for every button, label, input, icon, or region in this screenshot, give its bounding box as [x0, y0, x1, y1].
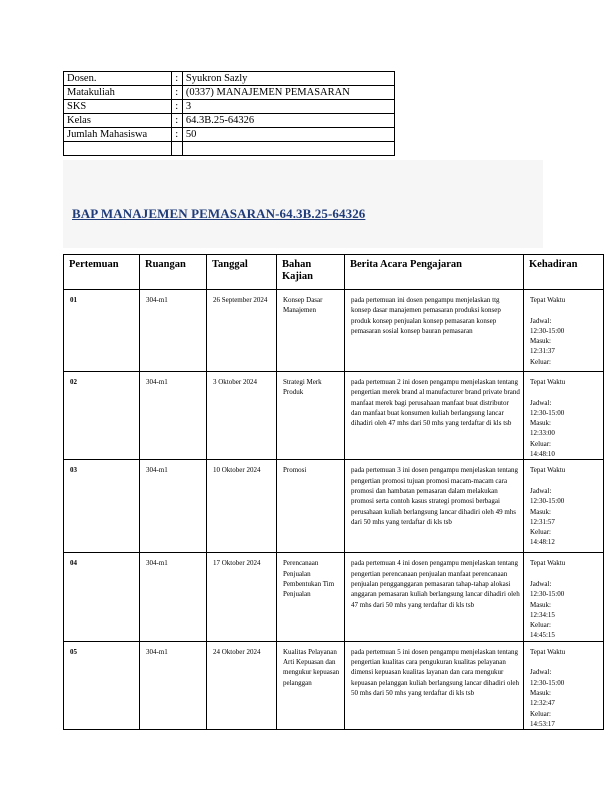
bahan-kajian-cell: Promosi: [277, 460, 345, 553]
masuk-label: Masuk:: [530, 600, 551, 609]
masuk-time: 12:34:15: [530, 610, 555, 619]
kehadiran-cell: [524, 372, 604, 460]
keluar-label: Keluar:: [530, 709, 551, 718]
masuk-time: 12:32:47: [530, 699, 555, 708]
bap-header-row: [64, 255, 604, 290]
masuk-time-line: [530, 517, 600, 527]
header-ruangan: Ruangan: [140, 255, 207, 290]
keluar-time: 14:48:12: [530, 538, 555, 547]
title-band: [63, 160, 543, 248]
jadwal-time-line: [530, 678, 600, 688]
pertemuan-number: 02: [64, 372, 140, 460]
jadwal-label: Jadwal:: [530, 668, 552, 677]
masuk-label-line: [530, 418, 600, 428]
info-value: 64.3B.25-64326: [182, 114, 394, 128]
jadwal-time-line: [530, 496, 600, 506]
info-label: Dosen.: [64, 72, 172, 86]
header-tanggal: Tanggal: [207, 255, 277, 290]
pertemuan-number: 01: [64, 290, 140, 372]
keluar-time-line: [530, 537, 600, 547]
bap-table: [63, 254, 604, 730]
table-row: [64, 460, 604, 553]
header-kehadiran: Kehadiran: [524, 255, 604, 290]
jadwal-label-line: [530, 579, 600, 589]
info-label: SKS: [64, 100, 172, 114]
berita-acara-cell: pada pertemuan 3 ini dosen pengampu menjelaskan tentang pengertian promosi tujuan promosi macam-macam cara promosi dan hambatan pemasaran dalam melakukan promosi serta contoh kasus strategi promosi berbagai perusahaan kuliah berlangsung lancar dihadiri oleh 49 mhs dari 50 mhs yang terdaftar di kls tsb: [345, 460, 524, 553]
keluar-label-line: [530, 357, 600, 367]
tanggal-cell: 10 Oktober 2024: [207, 460, 277, 553]
keluar-time: 14:45:15: [530, 631, 555, 640]
ruangan-cell: 304-m1: [140, 460, 207, 553]
header-pertemuan: Pertemuan: [64, 255, 140, 290]
info-row: [64, 128, 395, 142]
jadwal-time: 12:30-15:00: [530, 678, 565, 687]
keluar-time: 14:53:17: [530, 719, 555, 728]
keluar-label-line: [530, 709, 600, 719]
jadwal-label: Jadwal:: [530, 398, 552, 407]
masuk-label-line: [530, 507, 600, 517]
info-separator: :: [171, 86, 182, 100]
ruangan-cell: 304-m1: [140, 372, 207, 460]
kehadiran-cell: [524, 460, 604, 553]
masuk-label-line: [530, 600, 600, 610]
tanggal-cell: 3 Oktober 2024: [207, 372, 277, 460]
jadwal-time: 12:30-15:00: [530, 326, 565, 335]
jadwal-label-line: [530, 398, 600, 408]
bahan-kajian-cell: Perencanaan Penjualan Pembentukan Tim Penjualan: [277, 553, 345, 641]
spacer: [530, 569, 600, 579]
keluar-time-line: [530, 719, 600, 729]
bahan-kajian-cell: Kualitas Pelayanan Arti Kepuasan dan mengukur kepuasan pelanggan: [277, 641, 345, 729]
jadwal-time: 12:30-15:00: [530, 590, 565, 599]
info-row: [64, 114, 395, 128]
attendance-status: Tepat Waktu: [530, 647, 566, 656]
status-line: [530, 647, 600, 657]
table-row: [64, 641, 604, 729]
info-row: [64, 86, 395, 100]
jadwal-time-line: [530, 589, 600, 599]
info-label: Jumlah Mahasiswa: [64, 128, 172, 142]
status-line: [530, 295, 600, 305]
keluar-label-line: [530, 527, 600, 537]
keluar-time-line: [530, 449, 600, 459]
masuk-label-line: [530, 336, 600, 346]
header-bahan-kajian: Bahan Kajian: [277, 255, 345, 290]
info-value: 3: [182, 100, 394, 114]
berita-acara-cell: pada pertemuan 5 ini dosen pengampu menjelaskan tentang pengertian kualitas cara pengukuran kualitas pelayanan dimensi kepuasan kualitas layanan dan cara mengukur kepuasan pelanggan kuliah berlangsung lancar dihadiri oleh 50 mhs dari 50 mhs yang terdaftar di kls tsb: [345, 641, 524, 729]
masuk-time-line: [530, 610, 600, 620]
masuk-time-line: [530, 698, 600, 708]
tanggal-cell: 26 September 2024: [207, 290, 277, 372]
info-row: [64, 72, 395, 86]
jadwal-time-line: [530, 408, 600, 418]
info-row: [64, 100, 395, 114]
masuk-label: Masuk:: [530, 337, 551, 346]
masuk-time-line: [530, 428, 600, 438]
table-row: [64, 372, 604, 460]
ruangan-cell: 304-m1: [140, 641, 207, 729]
bahan-kajian-cell: Strategi Merk Produk: [277, 372, 345, 460]
kehadiran-cell: [524, 553, 604, 641]
spacer: [530, 387, 600, 397]
keluar-time-line: [530, 630, 600, 640]
tanggal-cell: 17 Oktober 2024: [207, 553, 277, 641]
keluar-label: Keluar:: [530, 357, 551, 366]
kehadiran-cell: [524, 290, 604, 372]
jadwal-label-line: [530, 667, 600, 677]
kehadiran-cell: [524, 641, 604, 729]
jadwal-time: 12:30-15:00: [530, 408, 565, 417]
pertemuan-number: 03: [64, 460, 140, 553]
info-value: 50: [182, 128, 394, 142]
status-line: [530, 558, 600, 568]
masuk-time: 12:31:37: [530, 347, 555, 356]
keluar-time: 14:48:10: [530, 450, 555, 459]
info-row-empty: [64, 142, 395, 156]
jadwal-time: 12:30-15:00: [530, 497, 565, 506]
pertemuan-number: 05: [64, 641, 140, 729]
table-row: [64, 290, 604, 372]
berita-acara-cell: pada pertemuan 2 ini dosen pengampu menjelaskan tentang pengertian merek brand al manufacturer brand private brand manfaat merek bagi perusahaan manfaat buat distributor dan manfaat buat konsumen kuliah berlangsung lancar dihadiri oleh 47 mhs dari 50 mhs yang terdaftar di kls tsb: [345, 372, 524, 460]
info-label: Kelas: [64, 114, 172, 128]
jadwal-label-line: [530, 486, 600, 496]
keluar-label: Keluar:: [530, 621, 551, 630]
masuk-label: Masuk:: [530, 507, 551, 516]
info-label: Matakuliah: [64, 86, 172, 100]
ruangan-cell: 304-m1: [140, 290, 207, 372]
pertemuan-number: 04: [64, 553, 140, 641]
masuk-label: Masuk:: [530, 688, 551, 697]
berita-acara-cell: pada pertemuan 4 ini dosen pengampu menjelaskan tentang pengertian perencanaan penjualan manfaat perencanaan penjualan pengganggaran pemasaran tahap-tahap alokasi anggaran pemasaran kuliah berlangsung lancar dihadiri oleh 47 mhs dari 50 mhs yang terdaftar di kls tsb: [345, 553, 524, 641]
jadwal-time-line: [530, 326, 600, 336]
document-title: BAP MANAJEMEN PEMASARAN-64.3B.25-64326: [72, 206, 366, 221]
status-line: [530, 377, 600, 387]
masuk-time: 12:31:57: [530, 517, 555, 526]
attendance-status: Tepat Waktu: [530, 559, 566, 568]
masuk-label-line: [530, 688, 600, 698]
keluar-label-line: [530, 439, 600, 449]
spacer: [530, 305, 600, 315]
course-info-table: [63, 71, 395, 156]
info-separator: :: [171, 114, 182, 128]
spacer: [530, 476, 600, 486]
table-row: [64, 553, 604, 641]
jadwal-label-line: [530, 316, 600, 326]
info-value: Syukron Sazly: [182, 72, 394, 86]
masuk-time: 12:33:00: [530, 429, 555, 438]
attendance-status: Tepat Waktu: [530, 378, 566, 386]
jadwal-label: Jadwal:: [530, 486, 552, 495]
attendance-status: Tepat Waktu: [530, 466, 566, 475]
keluar-label: Keluar:: [530, 528, 551, 537]
keluar-label-line: [530, 620, 600, 630]
keluar-label: Keluar:: [530, 439, 551, 448]
info-value: (0337) MANAJEMEN PEMASARAN: [182, 86, 394, 100]
masuk-label: Masuk:: [530, 419, 551, 428]
jadwal-label: Jadwal:: [530, 316, 552, 325]
info-separator: :: [171, 128, 182, 142]
info-separator: :: [171, 72, 182, 86]
bahan-kajian-cell: Konsep Dasar Manajemen: [277, 290, 345, 372]
tanggal-cell: 24 Oktober 2024: [207, 641, 277, 729]
masuk-time-line: [530, 346, 600, 356]
berita-acara-cell: pada pertemuan ini dosen pengampu menjelaskan ttg konsep dasar manajemen pemasaran produksi konsep produk konsep penjualan konsep pemasaran konsep pemasaran sosial konsep bauran pemasaran: [345, 290, 524, 372]
spacer: [530, 657, 600, 667]
info-separator: :: [171, 100, 182, 114]
jadwal-label: Jadwal:: [530, 579, 552, 588]
attendance-status: Tepat Waktu: [530, 296, 566, 304]
ruangan-cell: 304-m1: [140, 553, 207, 641]
status-line: [530, 465, 600, 475]
header-berita-acara: Berita Acara Pengajaran: [345, 255, 524, 290]
